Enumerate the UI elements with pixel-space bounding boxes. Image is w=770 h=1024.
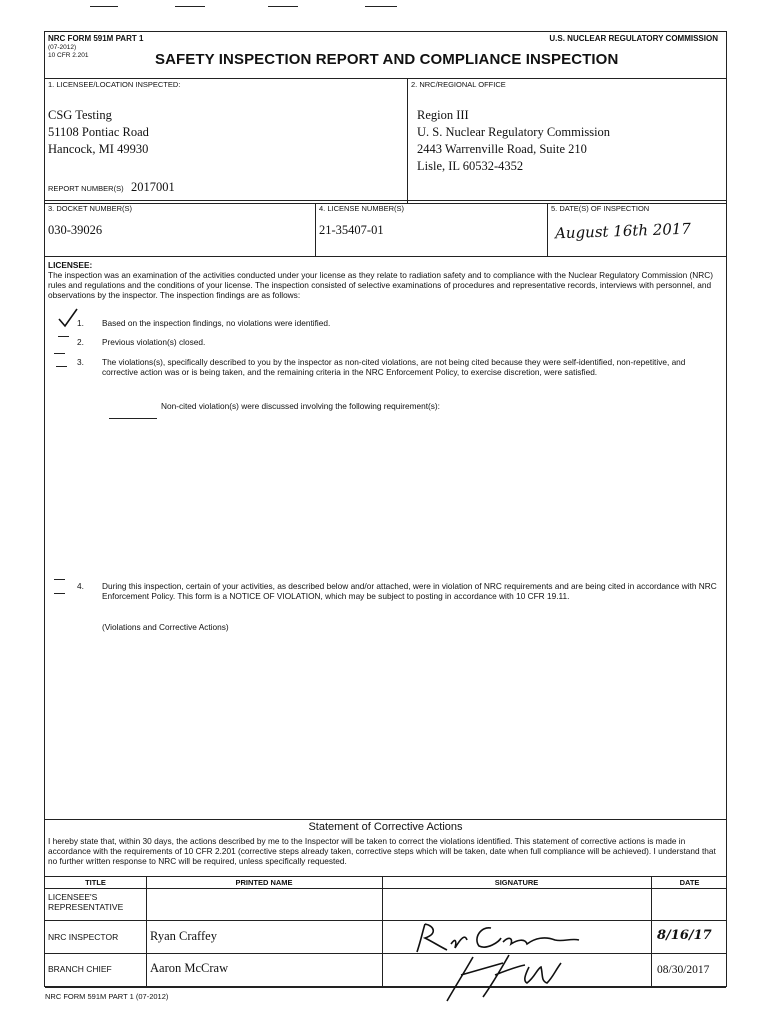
agency-name: U.S. NUCLEAR REGULATORY COMMISSION xyxy=(549,34,718,43)
divider xyxy=(547,203,548,256)
col-date-header: DATE xyxy=(679,878,700,887)
checkmark-icon xyxy=(57,307,79,329)
office-line-4: Lisle, IL 60532-4352 xyxy=(417,159,524,173)
report-number-value: 2017001 xyxy=(131,180,175,194)
item-4-text: During this inspection, certain of your activities, as described below and/or attached, were in violation of NRC requirements and are being cited in accordance with NRC Enforcement Policy. This form is a NOTICE OF VIOLATION, which may be subject to posting in accordance with 10 CFR 19.11. xyxy=(102,581,717,602)
scan-mark xyxy=(175,6,205,7)
form-title: SAFETY INSPECTION REPORT AND COMPLIANCE INSPECTION xyxy=(155,51,619,68)
item-3-subtext: Non-cited violation(s) were discussed involving the following requirement(s): xyxy=(161,401,440,411)
docket-value: 030-39026 xyxy=(48,223,103,237)
corrective-text: I hereby state that, within 30 days, the actions described by me to the Inspector will be taken to correct the violations identified. This statement of corrective actions is made in accordance with the requirements of 10 CFR 2.201 (corrective steps already taken, corrective steps which will be taken, date when full compliance will be achieved). I understand that no further written response to NRC will be required, unless specifically requested. xyxy=(48,836,716,867)
scan-mark xyxy=(365,6,397,7)
item-4-check-blank[interactable] xyxy=(54,579,65,580)
divider xyxy=(382,876,383,987)
office-line-1: Region III xyxy=(417,108,469,122)
report-number xyxy=(48,178,175,196)
scan-mark xyxy=(268,6,298,7)
form-cfr: 10 CFR 2.201 xyxy=(48,52,89,59)
item-3-check-blank[interactable] xyxy=(56,366,67,367)
item-3-number: 3. xyxy=(77,357,84,367)
row-date-branch-chief: 08/30/2017 xyxy=(657,964,710,976)
licensee-name: CSG Testing xyxy=(48,108,112,122)
divider xyxy=(45,200,726,201)
item-2-number: 2. xyxy=(77,337,84,347)
divider xyxy=(45,888,726,889)
divider xyxy=(315,203,316,256)
inspection-date-label: 5. DATE(S) OF INSPECTION xyxy=(551,204,650,213)
requirement-line xyxy=(109,418,157,419)
findings-heading: LICENSEE: xyxy=(48,260,93,270)
divider xyxy=(45,876,726,877)
divider xyxy=(146,876,147,987)
office-line-3: 2443 Warrenville Road, Suite 210 xyxy=(417,142,587,156)
divider xyxy=(45,819,726,820)
corrective-heading: Statement of Corrective Actions xyxy=(308,821,463,833)
col-signature-header: SIGNATURE xyxy=(494,878,539,887)
license-number-label: 4. LICENSE NUMBER(S) xyxy=(319,204,405,213)
footer-form-id: NRC FORM 591M PART 1 (07-2012) xyxy=(45,992,169,1001)
row-date-inspector: 8/16/17 xyxy=(657,928,712,943)
findings-intro: The inspection was an examination of the activities conducted under your license as they relate to radiation safety and to compliance with the Nuclear Regulatory Commission (NRC) rules and regulations and the conditions of your license. The inspection consisted of selective examinations of procedures and representative records, interviews with personnel, and observations by the inspector. The inspection findings are as follows: xyxy=(48,270,714,301)
item-4-subtext: (Violations and Corrective Actions) xyxy=(102,622,229,632)
row-title-inspector: NRC INSPECTOR xyxy=(48,932,119,942)
col-name-header: PRINTED NAME xyxy=(235,878,293,887)
item-2-text: Previous violation(s) closed. xyxy=(102,337,206,347)
licensee-label: 1. LICENSEE/LOCATION INSPECTED: xyxy=(48,80,181,89)
divider xyxy=(45,953,726,954)
office-label: 2. NRC/REGIONAL OFFICE xyxy=(411,80,506,89)
license-number-value: 21-35407-01 xyxy=(319,223,384,237)
col-title-header: TITLE xyxy=(85,878,106,887)
divider xyxy=(45,256,726,257)
divider xyxy=(651,876,652,987)
row-name-branch-chief: Aaron McCraw xyxy=(150,961,229,975)
docket-label: 3. DOCKET NUMBER(S) xyxy=(48,204,133,213)
divider xyxy=(45,78,726,79)
divider xyxy=(407,78,408,204)
item-3-check-blank[interactable] xyxy=(54,353,65,354)
scan-mark xyxy=(90,6,118,7)
licensee-address-1: 51108 Pontiac Road xyxy=(48,125,149,139)
divider xyxy=(45,920,726,921)
form-id: NRC FORM 591M PART 1 xyxy=(48,34,144,43)
report-number-label: REPORT NUMBER(S) xyxy=(48,184,124,193)
office-line-2: U. S. Nuclear Regulatory Commission xyxy=(417,125,611,139)
row-title-branch-chief: BRANCH CHIEF xyxy=(48,964,112,974)
row-name-inspector: Ryan Craffey xyxy=(150,929,217,943)
inspection-form xyxy=(44,31,727,987)
divider xyxy=(45,987,726,988)
item-4-check-blank[interactable] xyxy=(54,593,65,594)
item-3-text: The violations(s), specifically described to you by the inspector as non-cited violations, are not being cited because they were self-identified, non-repetitive, and corrective action was or is being taken, and the remaining criteria in the NRC Enforcement Policy, to exercise discretion, were satisfied. xyxy=(102,357,686,378)
licensee-address-2: Hancock, MI 49930 xyxy=(48,142,149,156)
item-4-number: 4. xyxy=(77,581,84,591)
item-2-check-blank[interactable] xyxy=(58,336,69,337)
inspection-date-value: August 16th 2017 xyxy=(554,219,692,243)
form-date: (07-2012) xyxy=(48,44,77,51)
item-1-number: 1. xyxy=(77,318,84,328)
row-title-licensee: LICENSEE'S REPRESENTATIVE xyxy=(48,892,124,912)
branch-chief-signature xyxy=(425,947,575,1005)
item-1-text: Based on the inspection findings, no violations were identified. xyxy=(102,318,331,328)
